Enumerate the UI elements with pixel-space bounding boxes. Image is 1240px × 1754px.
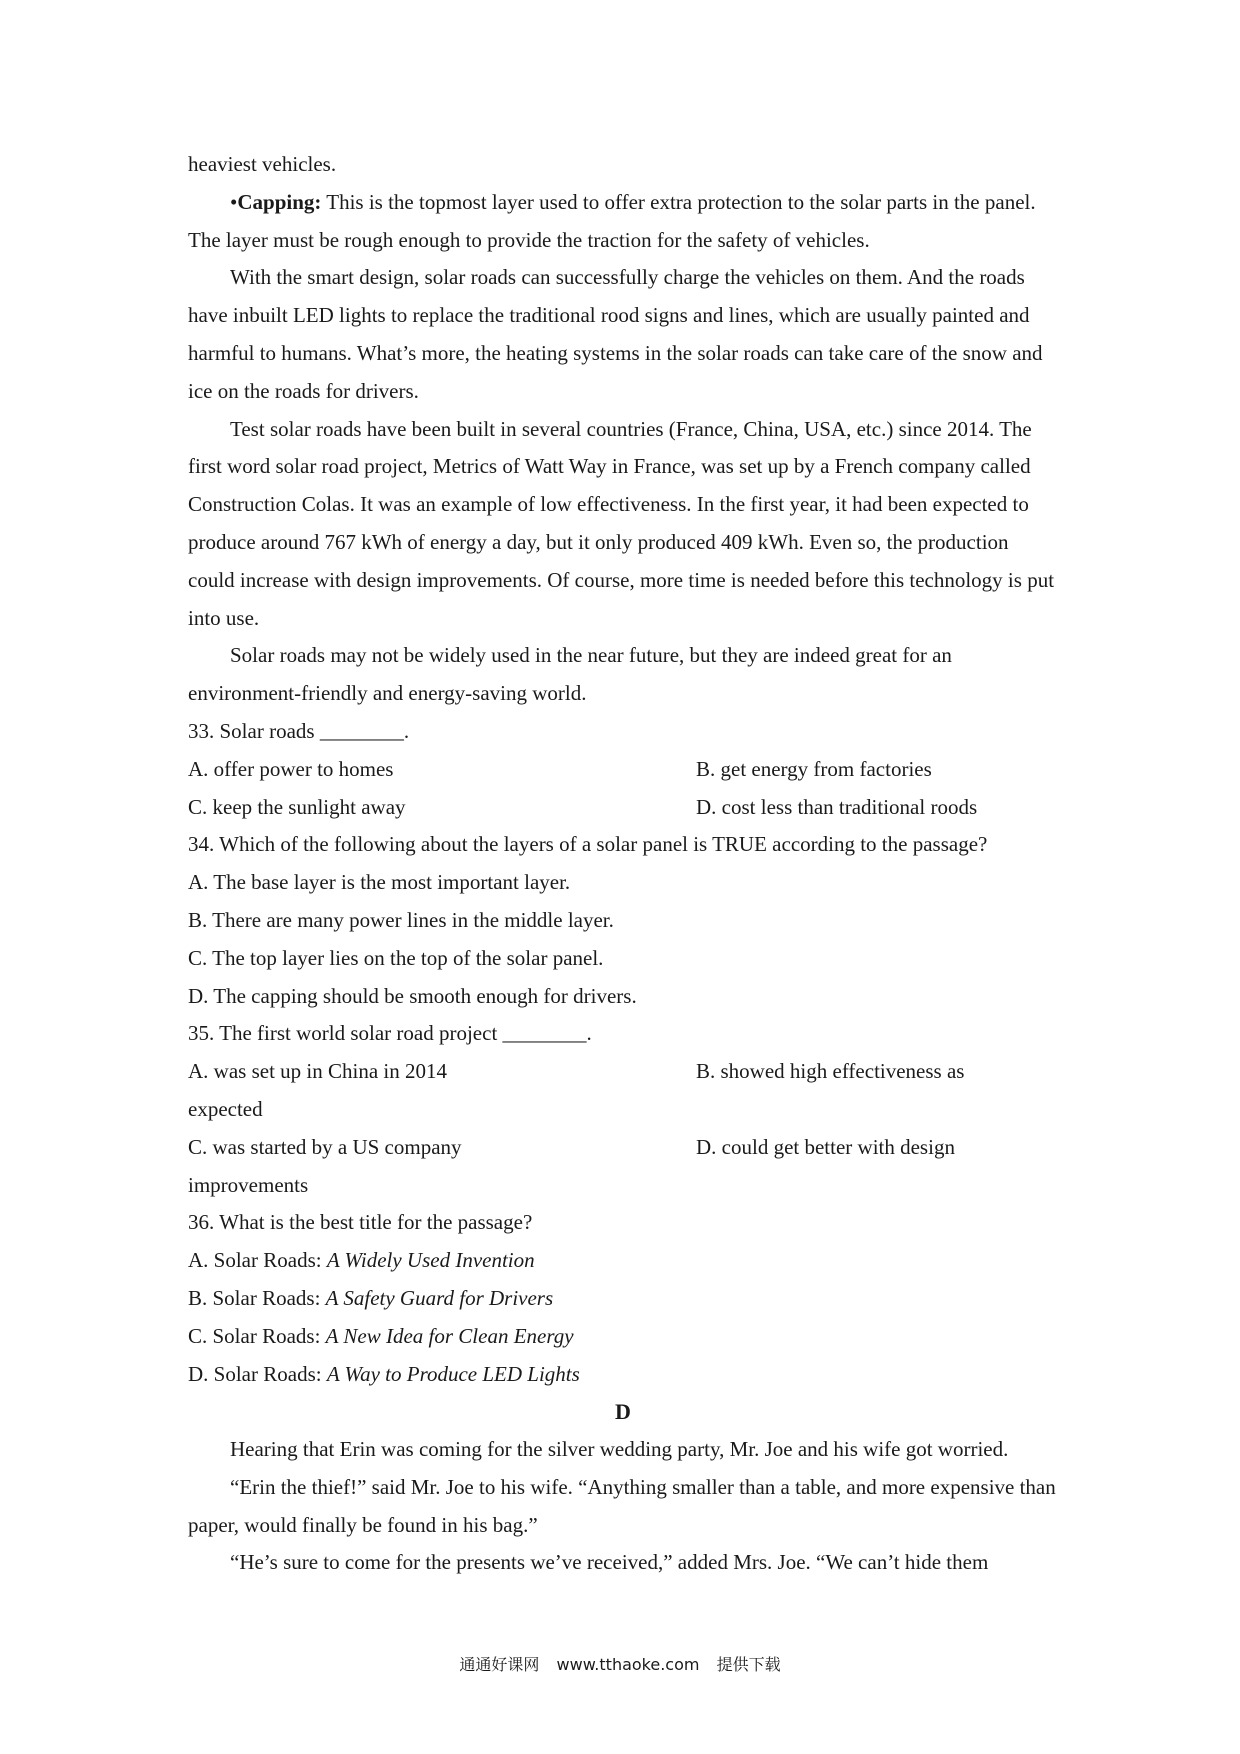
passage-paragraph: Solar roads may not be widely used in the near future, but they are indeed great for an environment-friendly and energy-saving world. (188, 643, 952, 706)
option-36-c-prefix: C. Solar Roads: (188, 1323, 326, 1348)
option-34-a: A. The base layer is the most important layer. (188, 870, 571, 895)
document-page (188, 146, 1058, 1582)
page-footer (0, 1652, 1240, 1675)
option-35-d: D. could get better with design (696, 1134, 955, 1159)
question-34-stem: 34. Which of the following about the layers of a solar panel is TRUE according to the passage? (188, 832, 988, 857)
option-36-c-title: A New Idea for Clean Energy (325, 1323, 574, 1348)
question-33-options-row-2 (188, 789, 1058, 827)
option-36-a-title: A Widely Used Invention (326, 1248, 535, 1273)
passage-paragraph: Test solar roads have been built in several countries (France, China, USA, etc.) since 2014. The first word solar road project, Metrics of Watt Way in France, was set up by a French company called Construction Colas. It was an example of low effectiveness. In the first year, it had been expected to produce around 767 kWh of energy a day, but it only produced 409 kWh. Even so, the production could increase with design improvements. Of course, more time is needed before this technology is put into use. (188, 416, 1055, 630)
option-36-c (188, 1318, 1058, 1356)
option-34-b: B. There are many power lines in the middle layer. (188, 907, 614, 932)
question-36-stem: 36. What is the best title for the passage? (188, 1210, 533, 1235)
passage-continuation: heaviest vehicles. (188, 152, 337, 176)
option-36-b-prefix: B. Solar Roads: (188, 1285, 326, 1310)
footer-url[interactable]: www.tthaoke.com (556, 1655, 700, 1674)
option-35-a: A. was set up in China in 2014 (188, 1059, 447, 1084)
option-33-b: B. get energy from factories (696, 756, 932, 781)
section-d-heading: D (615, 1399, 631, 1425)
option-35-b: B. showed high effectiveness as (696, 1059, 965, 1084)
option-35-b-wrap: expected (188, 1096, 263, 1121)
footer-site-name: 通通好课网 (459, 1655, 540, 1674)
option-36-d-prefix: D. Solar Roads: (188, 1361, 327, 1386)
question-35-options-row-2 (188, 1129, 1058, 1167)
option-36-d-title: A Way to Produce LED Lights (326, 1361, 580, 1386)
passage-paragraph: With the smart design, solar roads can successfully charge the vehicles on them. And the roads have inbuilt LED lights to replace the traditional rood signs and lines, which are usually painted and harmful to humans. What’s more, the heating systems in the solar roads can take care of the snow and ice on the roads for drivers. (188, 265, 1043, 403)
option-36-b-title: A Safety Guard for Drivers (325, 1285, 554, 1310)
option-36-a (188, 1242, 1058, 1280)
option-35-c: C. was started by a US company (188, 1134, 462, 1159)
option-36-a-prefix: A. Solar Roads: (188, 1248, 327, 1273)
section-d-paragraph: “He’s sure to come for the presents we’ve received,” added Mrs. Joe. “We can’t hide them (230, 1550, 989, 1575)
section-d-paragraph: “Erin the thief!” said Mr. Joe to his wife. “Anything smaller than a table, and more expensive than paper, would finally be found in his bag.” (188, 1474, 1056, 1537)
capping-text: This is the topmost layer used to offer extra protection to the solar parts in the panel. The layer must be rough enough to provide the traction for the safety of vehicles. (188, 189, 1036, 252)
capping-heading: Capping: (237, 189, 322, 214)
footer-note: 提供下载 (716, 1655, 781, 1674)
option-35-d-wrap: improvements (188, 1172, 309, 1197)
option-34-c: C. The top layer lies on the top of the solar panel. (188, 945, 604, 970)
capping-paragraph (188, 184, 1058, 260)
option-33-d: D. cost less than traditional roods (696, 794, 978, 819)
question-33-stem: 33. Solar roads ________. (188, 718, 410, 743)
option-34-d: D. The capping should be smooth enough for drivers. (188, 983, 637, 1008)
question-33-options-row-1 (188, 751, 1058, 789)
option-33-a: A. offer power to homes (188, 756, 394, 781)
question-35-stem: 35. The first world solar road project ________. (188, 1021, 592, 1046)
question-35-options-row-1 (188, 1053, 1058, 1091)
option-33-c: C. keep the sunlight away (188, 794, 406, 819)
bullet-mark: • (230, 189, 238, 214)
option-36-b (188, 1280, 1058, 1318)
option-36-d (188, 1356, 1058, 1394)
section-d-paragraph: Hearing that Erin was coming for the silver wedding party, Mr. Joe and his wife got worried. (230, 1437, 1009, 1462)
